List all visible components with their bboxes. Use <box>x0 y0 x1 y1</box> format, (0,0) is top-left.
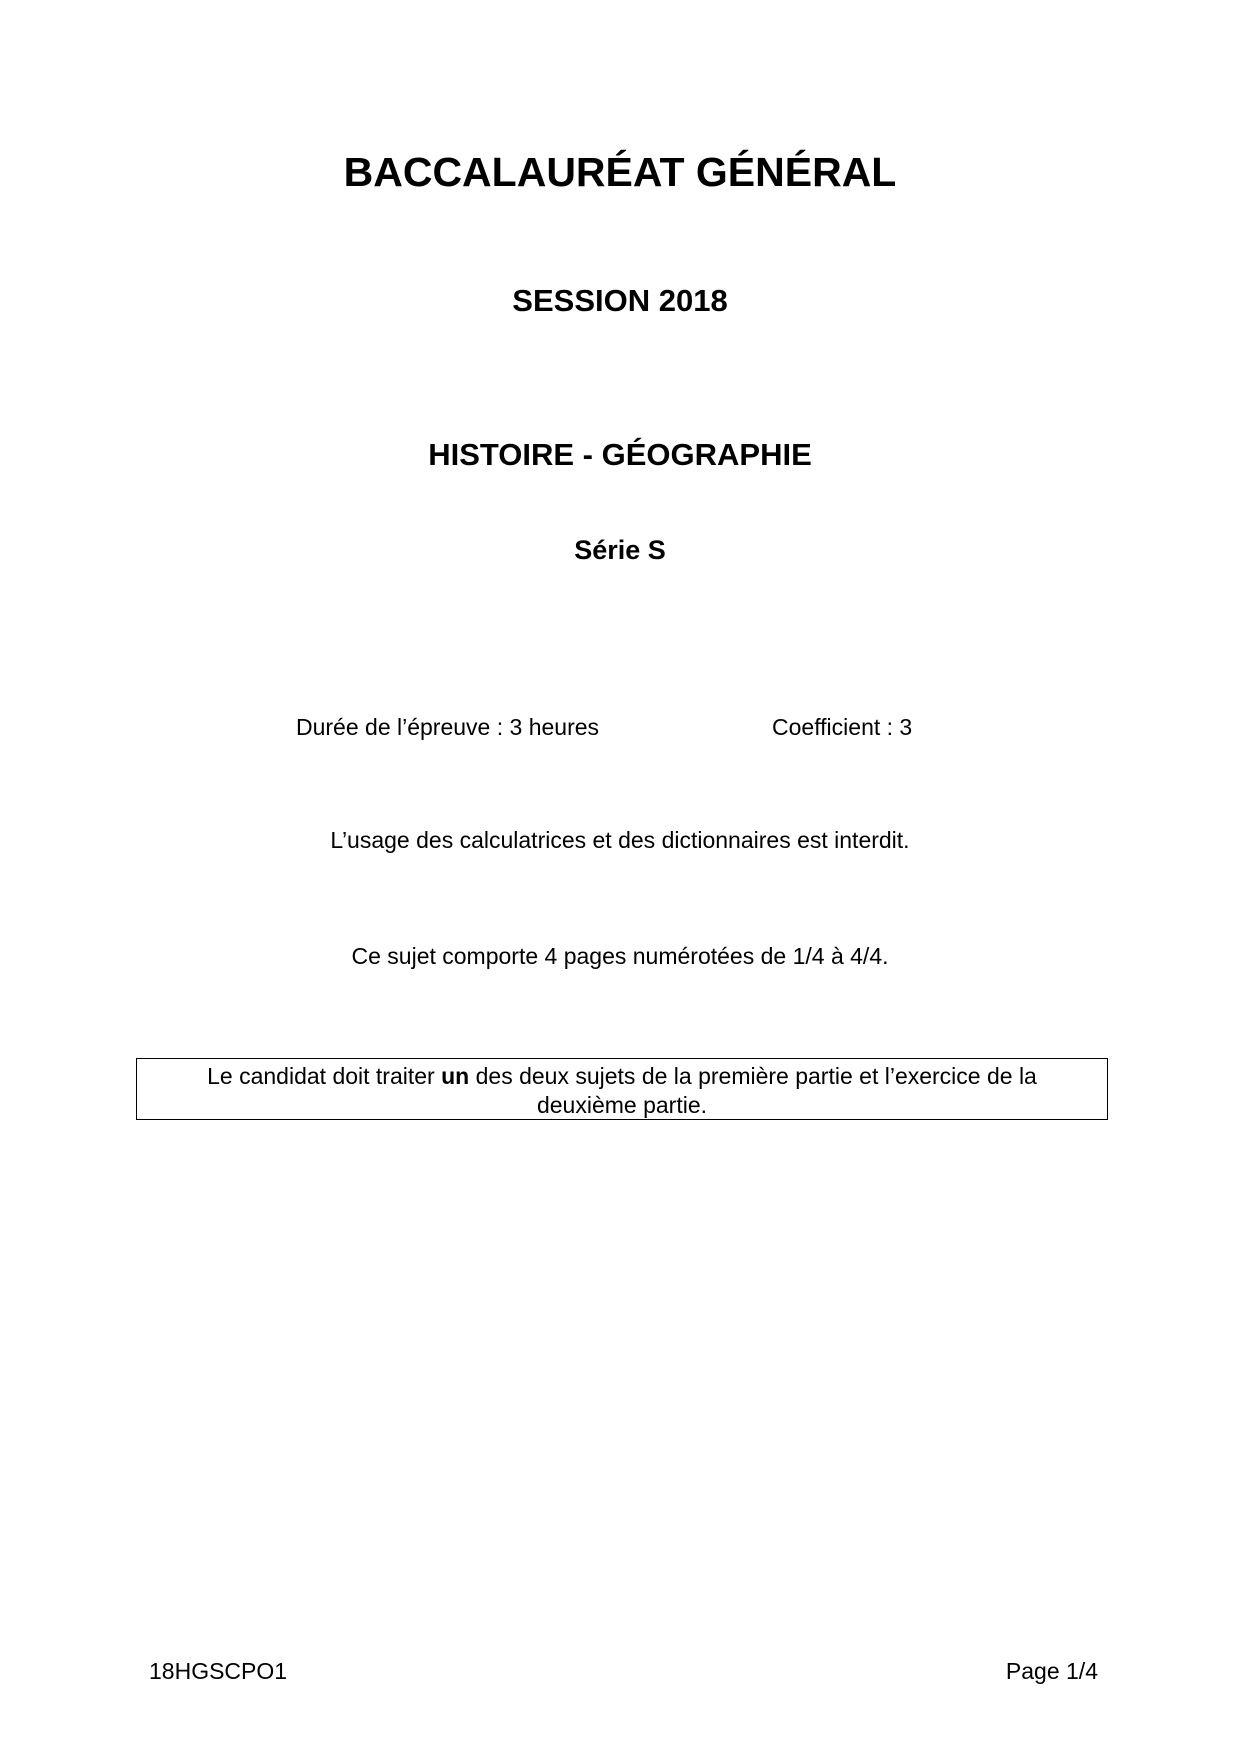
exam-coefficient: Coefficient : 3 <box>772 714 913 740</box>
instruction-text-after: des deux sujets de la première partie et l’exercice de la <box>469 1063 1037 1089</box>
instruction-box <box>136 1058 1108 1120</box>
page-count-notice: Ce sujet comporte 4 pages numérotées de 1/4 à 4/4. <box>351 943 889 969</box>
session-heading: SESSION 2018 <box>512 283 728 318</box>
instruction-line-1 <box>137 1062 1107 1091</box>
instruction-text-before: Le candidat doit traiter <box>207 1063 442 1089</box>
document-title: BACCALAURÉAT GÉNÉRAL <box>343 149 897 195</box>
exam-duration: Durée de l’épreuve : 3 heures <box>296 714 600 740</box>
instruction-line-2: deuxième partie. <box>536 1092 708 1118</box>
series-heading: Série S <box>574 535 666 565</box>
footer-page-number: Page 1/4 <box>1005 1658 1098 1684</box>
instruction-emphasis: un <box>441 1063 470 1089</box>
subject-heading: HISTOIRE - GÉOGRAPHIE <box>428 437 812 472</box>
calculator-rule: L’usage des calculatrices et des dictionnaires est interdit. <box>330 827 910 853</box>
footer-subject-code: 18HGSCPO1 <box>149 1658 288 1684</box>
